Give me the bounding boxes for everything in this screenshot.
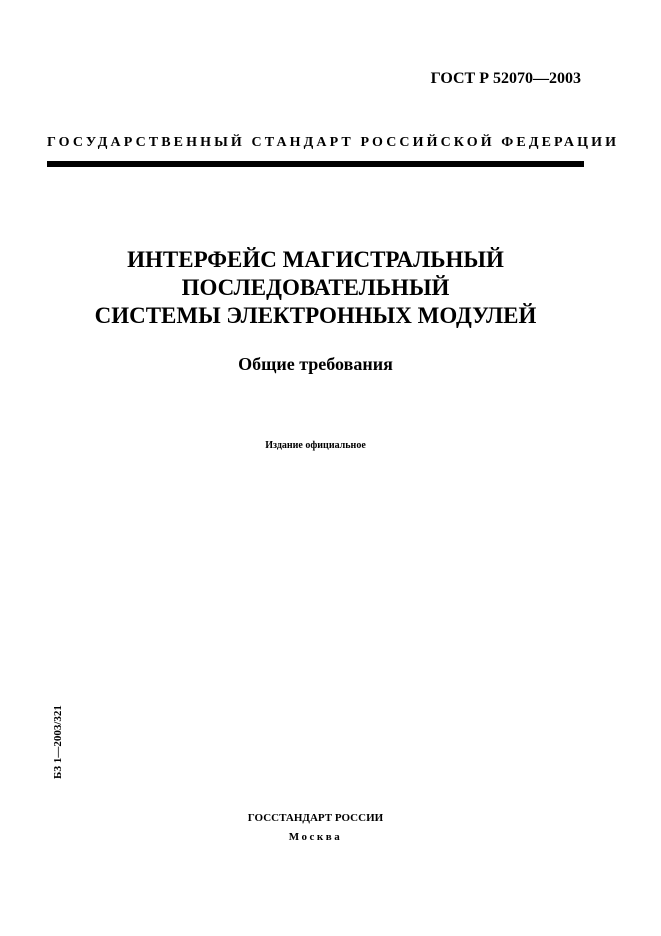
title-line: ИНТЕРФЕЙС МАГИСТРАЛЬНЫЙ bbox=[127, 247, 504, 272]
document-subtitle: Общие требования bbox=[238, 354, 393, 374]
publisher-city: Москва bbox=[288, 831, 343, 843]
publisher: ГОССТАНДАРТ РОССИИ bbox=[247, 812, 384, 824]
edition-note: Издание официальное bbox=[265, 440, 366, 451]
document-title bbox=[47, 246, 584, 330]
standard-header: ГОСУДАРСТВЕННЫЙ СТАНДАРТ РОССИЙСКОЙ ФЕДЕРАЦИИ bbox=[47, 135, 620, 150]
side-code: БЗ 1—2003/321 bbox=[52, 705, 64, 779]
title-line: СИСТЕМЫ ЭЛЕКТРОННЫХ МОДУЛЕЙ bbox=[94, 303, 537, 328]
title-line: ПОСЛЕДОВАТЕЛЬНЫЙ bbox=[181, 275, 450, 300]
document-number: ГОСТ Р 52070—2003 bbox=[430, 70, 581, 87]
header-rule bbox=[47, 161, 584, 167]
